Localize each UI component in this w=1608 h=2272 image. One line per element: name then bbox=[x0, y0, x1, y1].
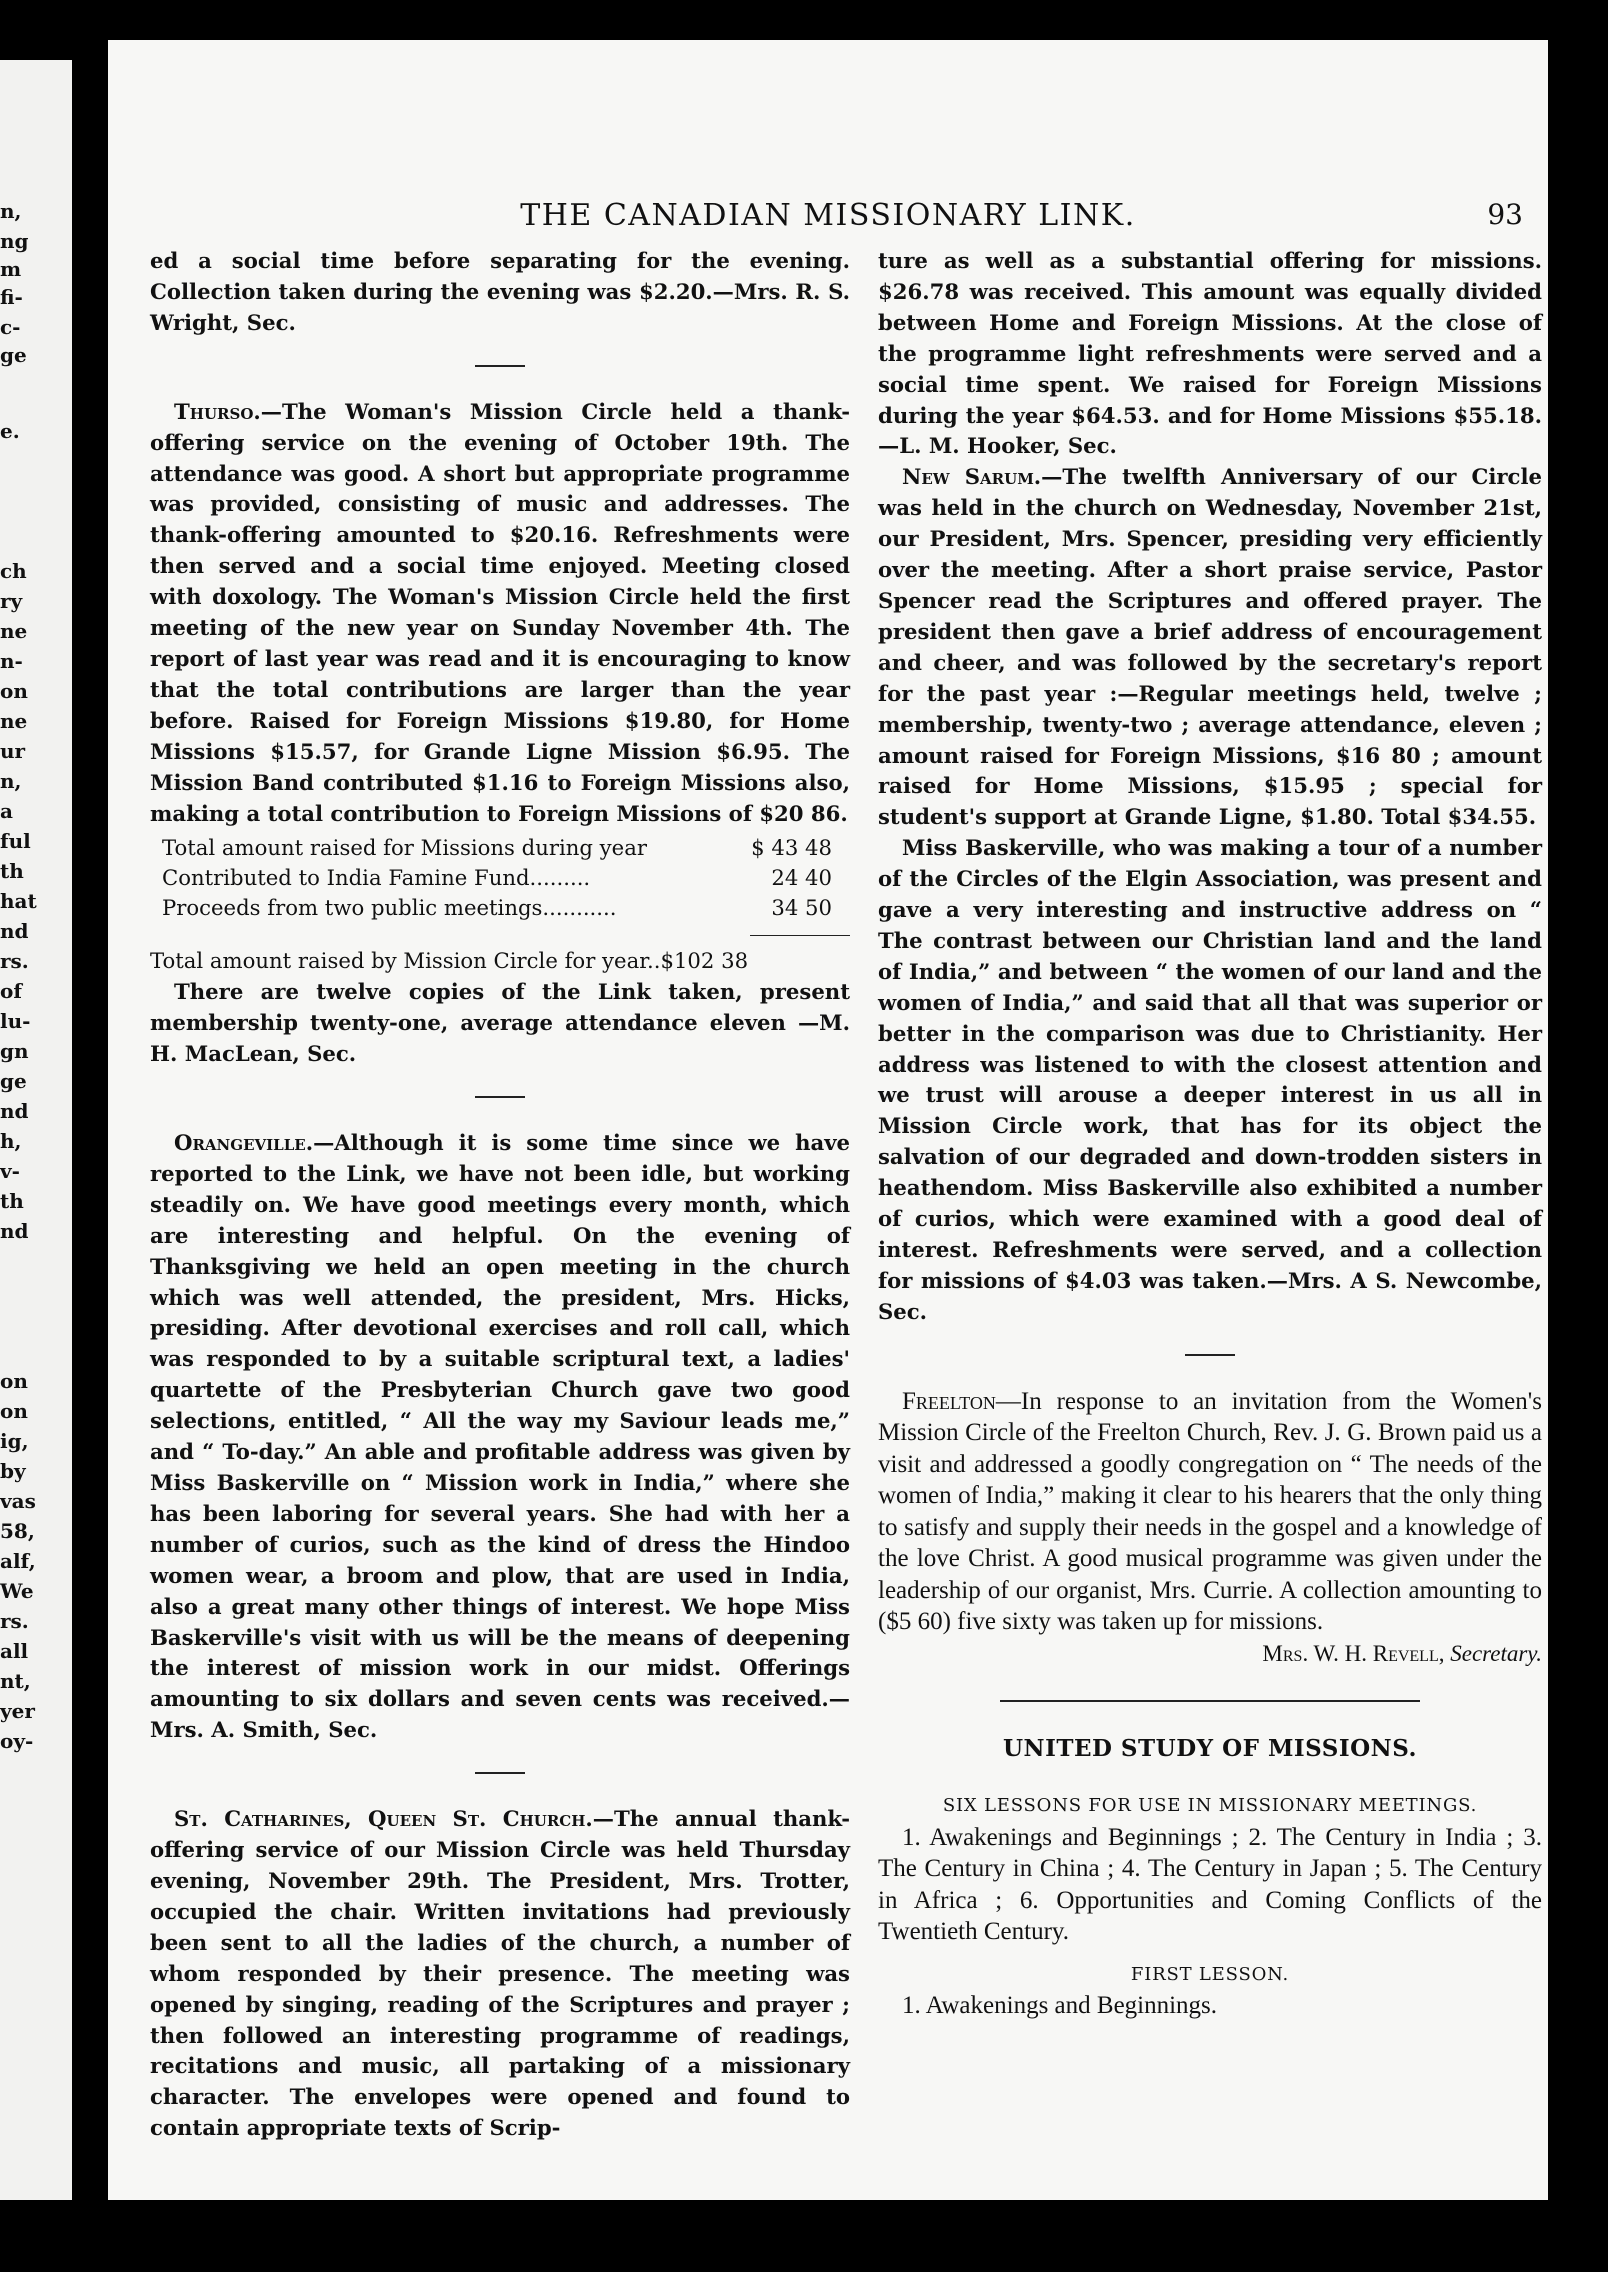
left-page-fragment: nd bbox=[0, 1099, 29, 1123]
report-text: —The Woman's Mission Circle held a thank-offering service on the evening of October 19th. The attendance was good. A short but appropriate programme was provided, consisting of music and addresses. The thank-offering amounted to $20.16. Refreshments were then served and a social time enjoyed. Meeting closed with doxology. The Woman's Mission Circle held the first meeting of the new year on Sunday November 4th. The report of last year was read and it is encouraging to know that the total contributions are larger than the year before. Raised for Foreign Missions $19.80, for Home Missions $15.57, for Grande Ligne Mission $6.95. The Mission Band contributed $1.16 to Foreign Missions also, making a total contribution to Foreign Missions of $20 86. bbox=[150, 398, 850, 826]
left-page-fragment: ne bbox=[0, 619, 28, 643]
report-text: —The twelfth Anniversary of our Circle was held in the church on Wednesday, November 21st, our President, Mrs. Spencer, presiding very efficiently over the meeting. After a short praise service, Pastor Spencer read the Scriptures and offered prayer. The president then gave a brief address of encouragement and cheer, and was followed by the secretary's report for the past year :—Regular meetings held, twelve ; membership, twenty-two ; average attendance, eleven ; amount raised for Foreign Missions, $16 80 ; amount raised for Home Missions, $15.95 ; special for student's support at Grande Ligne, $1.80. Total $34.55. bbox=[878, 464, 1542, 830]
adjacent-page-strip bbox=[0, 60, 72, 2200]
left-page-fragment: nd bbox=[0, 1219, 29, 1243]
ledger-amount: $ 43 48 bbox=[751, 835, 832, 861]
left-page-fragment: yer bbox=[0, 1699, 35, 1723]
place-name: New Sarum. bbox=[902, 464, 1042, 490]
left-page-fragment: ig, bbox=[0, 1429, 29, 1453]
section-divider bbox=[1185, 1354, 1235, 1356]
place-name: Thurso. bbox=[174, 398, 261, 424]
signature-name: Mrs. W. H. Revell, bbox=[1262, 1640, 1451, 1666]
left-page-fragment: ne bbox=[0, 709, 28, 733]
left-page-fragment: ur bbox=[0, 739, 26, 763]
orangeville-report bbox=[150, 1128, 850, 1746]
section-divider bbox=[475, 1772, 525, 1774]
ledger-amount: 24 40 bbox=[771, 865, 832, 891]
document-page bbox=[108, 40, 1548, 2200]
left-page-fragment: nd bbox=[0, 919, 29, 943]
baskerville-paragraph: Miss Baskerville, who was making a tour of a number of the Circles of the Elgin Association, was present and gave a very interesting and instructive address on “ The contrast between our Christian land and the land of India,” and between “ the women of our land and the women of India,” and said that all that was superior or better in the comparison was due to Christianity. Her address was listened to with the closest attention and we trust will arouse a deeper interest in us all in Mission Circle work, that has for its object the salvation of our degraded and down-trodden sisters in heathendom. Miss Baskerville also exhibited a number of curios, which were examined with a good deal of interest. Refreshments were served, and a collection for missions of $4.03 was taken.—Mrs. A S. Newcombe, Sec. bbox=[878, 835, 1542, 1324]
thurso-membership: There are twelve copies of the Link taken, present membership twenty-one, average attendance eleven —M. H. MacLean, Sec. bbox=[150, 979, 850, 1067]
freelton-report bbox=[878, 1386, 1542, 1638]
left-page-fragment: th bbox=[0, 1189, 24, 1213]
place-name: Freelton bbox=[902, 1387, 996, 1415]
ledger-label: Contributed to India Famine Fund......... bbox=[162, 865, 591, 891]
left-page-fragment: n- bbox=[0, 649, 23, 673]
left-page-fragment: alf, bbox=[0, 1549, 36, 1573]
opening-paragraph: ed a social time before separating for the evening. Collection taken during the evening was $2.20.—Mrs. R. S. Wright, Sec. bbox=[150, 248, 850, 335]
ledger-amount: 34 50 bbox=[771, 895, 832, 921]
ledger-label: Proceeds from two public meetings........... bbox=[162, 895, 617, 921]
report-text: —Although it is some time since we have reported to the Link, we have not been idle, but working steadily on. We have good meetings every month, which are interesting and helpful. On the evening of Thanksgiving we held an open meeting in the church which was well attended, the president, Mrs. Hicks, presiding. After devotional exercises and roll call, which was responded to by a suitable scriptural text, a ladies' quartette of the Presbyterian Church gave two good selections, entitled, “ All the way my Saviour leads me,” and “ To-day.” An able and profitable address was given by Miss Baskerville on “ Mission work in India,” where she has been laboring for several years. She had with her a number of curios, such as the kind of dress the Hindoo women wear, a broom and plow, that are used in India, also a great many other things of interest. We hope Miss Baskerville's visit with us will be the means of deepening the interest of mission work in our midst. Offerings amounting to six dollars and seven cents was received.—Mrs. A. Smith, Sec. bbox=[150, 1130, 850, 1743]
section-subtitle: SIX LESSONS FOR USE IN MISSIONARY MEETINGS. bbox=[942, 1794, 1478, 1816]
left-page-fragment: ge bbox=[0, 1069, 27, 1093]
left-page-fragment: We bbox=[0, 1579, 34, 1603]
left-page-fragment: fi- bbox=[0, 285, 23, 309]
left-page-fragment: n, bbox=[0, 769, 22, 793]
section-divider-long bbox=[1000, 1700, 1420, 1702]
left-page-fragment: on bbox=[0, 1369, 28, 1393]
first-lesson-title: 1. Awakenings and Beginnings. bbox=[902, 1992, 1218, 2020]
ledger-label: Total amount raised for Missions during year bbox=[162, 835, 647, 861]
left-page-fragment: gn bbox=[0, 1039, 29, 1063]
left-page-fragment: ful bbox=[0, 829, 31, 853]
signature-title: Secretary. bbox=[1450, 1640, 1542, 1666]
left-page-fragment: a bbox=[0, 799, 13, 823]
section-title: UNITED STUDY OF MISSIONS. bbox=[1002, 1734, 1417, 1762]
page-number: 93 bbox=[1487, 198, 1523, 231]
total-rule bbox=[750, 935, 850, 936]
section-divider bbox=[475, 1096, 525, 1098]
left-page-fragment: n, bbox=[0, 199, 22, 223]
left-page-fragment: ng bbox=[0, 229, 29, 253]
contributions-ledger bbox=[150, 833, 850, 923]
place-name: St. Catharines, Queen St. Church. bbox=[174, 1806, 593, 1832]
section-divider bbox=[475, 365, 525, 367]
st-catharines-report bbox=[150, 1804, 850, 2144]
left-page-fragment: nt, bbox=[0, 1669, 31, 1693]
left-page-fragment: v- bbox=[0, 1159, 20, 1183]
report-text: —In response to an invitation from the Women's Mission Circle of the Freelton Church, Rev. J. G. Brown paid us a visit and addressed a goodly congregation on “ The needs of the women of India,” making it clear to his hearers that the only thing to satisfy and supply their needs in the gospel and a knowledge of the love Christ. A good musical programme was given under the leadership of our organist, Mrs. Currie. A collection amounting to ($5 60) five sixty was taken up for missions. bbox=[878, 1387, 1542, 1636]
left-page-fragment: c- bbox=[0, 315, 21, 339]
left-page-fragment: oy- bbox=[0, 1729, 34, 1753]
left-page-fragment: on bbox=[0, 1399, 28, 1423]
ledger-row bbox=[150, 863, 850, 893]
left-page-fragment: ry bbox=[0, 589, 23, 613]
lessons-list: 1. Awakenings and Beginnings ; 2. The Century in India ; 3. The Century in China ; 4. The Century in Japan ; 5. The Century in Africa ; 6. Opportunities and Coming Conflicts of the Twentieth Century. bbox=[878, 1823, 1542, 1946]
left-page-fragment: vas bbox=[0, 1489, 36, 1513]
left-page-fragment: 58, bbox=[0, 1519, 35, 1543]
left-page-fragment: ch bbox=[0, 559, 27, 583]
left-page-fragment: th bbox=[0, 859, 24, 883]
right-column bbox=[878, 246, 1542, 2022]
first-lesson-heading: FIRST LESSON. bbox=[1130, 1963, 1290, 1985]
left-column bbox=[150, 246, 850, 2144]
left-page-fragment: lu- bbox=[0, 1009, 31, 1033]
left-page-fragment: of bbox=[0, 979, 22, 1003]
thurso-report bbox=[150, 397, 850, 830]
left-page-fragment: m bbox=[0, 257, 22, 281]
left-page-fragment: all bbox=[0, 1639, 29, 1663]
left-page-fragment: rs. bbox=[0, 949, 29, 973]
new-sarum-report bbox=[878, 462, 1542, 833]
ledger-row bbox=[150, 893, 850, 923]
left-page-fragment: rs. bbox=[0, 1609, 29, 1633]
left-page-fragment: on bbox=[0, 679, 28, 703]
left-page-fragment: ge bbox=[0, 343, 27, 367]
left-page-fragment: e. bbox=[0, 419, 20, 443]
report-text: —The annual thank-offering service of our Mission Circle was held Thursday evening, November 29th. The President, Mrs. Trotter, occupied the chair. Written invitations had previously been sent to all the ladies of the church, a number of whom responded by their presence. The meeting was opened by singing, reading of the Scriptures and prayer ; then followed an interesting programme of readings, recitations and music, all partaking of a missionary character. The envelopes were opened and found to contain appropriate texts of Scrip- bbox=[150, 1806, 851, 2141]
freelton-signature bbox=[878, 1638, 1542, 1670]
running-header: THE CANADIAN MISSIONARY LINK. bbox=[520, 198, 1136, 233]
left-page-fragment: hat bbox=[0, 889, 37, 913]
ledger-row bbox=[150, 833, 850, 863]
left-page-fragment: h, bbox=[0, 1129, 22, 1153]
ledger-total: Total amount raised by Mission Circle for year..$102 38 bbox=[150, 948, 749, 974]
continued-paragraph: ture as well as a substantial offering for missions. $26.78 was received. This amount was equally divided between Home and Foreign Missions. At the close of the programme light refreshments were served and a social time spent. We raised for Foreign Missions during the year $64.53. and for Home Missions $55.18.—L. M. Hooker, Sec. bbox=[878, 248, 1542, 459]
place-name: Orangeville. bbox=[174, 1130, 314, 1156]
left-page-fragment: by bbox=[0, 1459, 26, 1483]
